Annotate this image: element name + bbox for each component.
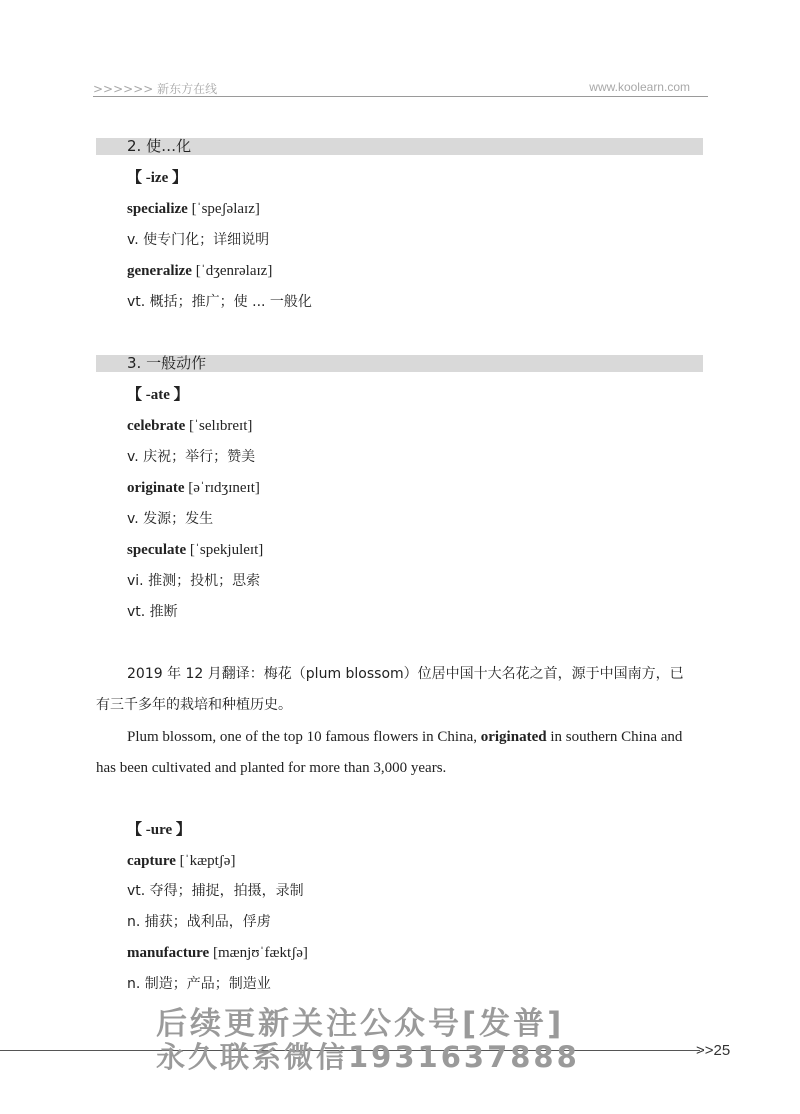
phonetic: [ˈselɪbreɪt] bbox=[189, 418, 253, 434]
page-number: >>25 bbox=[696, 1042, 731, 1059]
definition: vt. 推断 bbox=[127, 604, 178, 620]
definition: vt. 概括；推广；使 ... 一般化 bbox=[127, 294, 312, 310]
definition: vi. 推测；投机；思索 bbox=[127, 573, 261, 589]
headword: specialize bbox=[127, 201, 188, 217]
phonetic: [ˈspeʃəlaɪz] bbox=[191, 201, 260, 217]
headword: capture bbox=[127, 853, 176, 869]
definition: n. 制造；产品；制造业 bbox=[127, 976, 271, 992]
example-chinese bbox=[96, 664, 704, 715]
entry-line bbox=[127, 261, 272, 281]
highlighted-word: originated bbox=[480, 729, 547, 745]
header-divider bbox=[93, 96, 708, 97]
definition: v. 庆祝；举行；赞美 bbox=[127, 449, 256, 465]
definition: n. 捕获；战利品，俘虏 bbox=[127, 914, 271, 930]
watermark-line1: 后续更新关注公众号[发普] bbox=[156, 1006, 565, 1042]
entry-line bbox=[127, 478, 260, 498]
phonetic: [mænjʊˈfæktʃə] bbox=[212, 945, 308, 961]
entry-line bbox=[127, 851, 235, 871]
suffix-label: 【 -ure 】 bbox=[127, 822, 191, 838]
headword: originate bbox=[127, 480, 185, 496]
watermark-line2: 永久联系微信1931637888 bbox=[156, 1040, 580, 1074]
header-url: www.koolearn.com bbox=[589, 80, 690, 94]
example-cn-line1: 2019 年 12 月翻译：梅花（plum blossom）位居中国十大名花之首，源于中国南方，已 bbox=[127, 666, 684, 682]
phonetic: [ˈdʒenrəlaɪz] bbox=[195, 263, 273, 279]
headword: speculate bbox=[127, 542, 187, 558]
phonetic: [əˈrɪdʒɪneɪt] bbox=[188, 480, 260, 496]
phonetic: [ˈspekjuleɪt] bbox=[189, 542, 264, 558]
section-heading-ate: 3. 一般动作 bbox=[96, 355, 703, 372]
example-cn-line2: 有三千多年的栽培和种植历史。 bbox=[96, 697, 292, 713]
definition: v. 使专门化；详细说明 bbox=[127, 232, 270, 248]
section-heading-ize: 2. 使…化 bbox=[96, 138, 703, 155]
definition: vt. 夺得；捕捉，拍摄，录制 bbox=[127, 883, 304, 899]
header-site-name: >>>>>> 新东方在线 bbox=[93, 82, 218, 96]
definition: v. 发源；发生 bbox=[127, 511, 214, 527]
example-en-line1: Plum blossom, one of the top 10 famous flowers in China, originated in southern China and bbox=[127, 729, 683, 745]
entry-line bbox=[127, 416, 252, 436]
entry-line bbox=[127, 943, 308, 963]
suffix-label: 【 -ize 】 bbox=[127, 170, 187, 186]
headword: generalize bbox=[127, 263, 192, 279]
page-header bbox=[93, 78, 708, 98]
entry-line bbox=[127, 199, 260, 219]
phonetic: [ˈkæptʃə] bbox=[179, 853, 236, 869]
example-english bbox=[96, 727, 704, 778]
example-en-line2: has been cultivated and planted for more than 3,000 years. bbox=[96, 760, 447, 776]
suffix-label: 【 -ate 】 bbox=[127, 387, 189, 403]
headword: manufacture bbox=[127, 945, 210, 961]
entry-line bbox=[127, 540, 263, 560]
headword: celebrate bbox=[127, 418, 186, 434]
